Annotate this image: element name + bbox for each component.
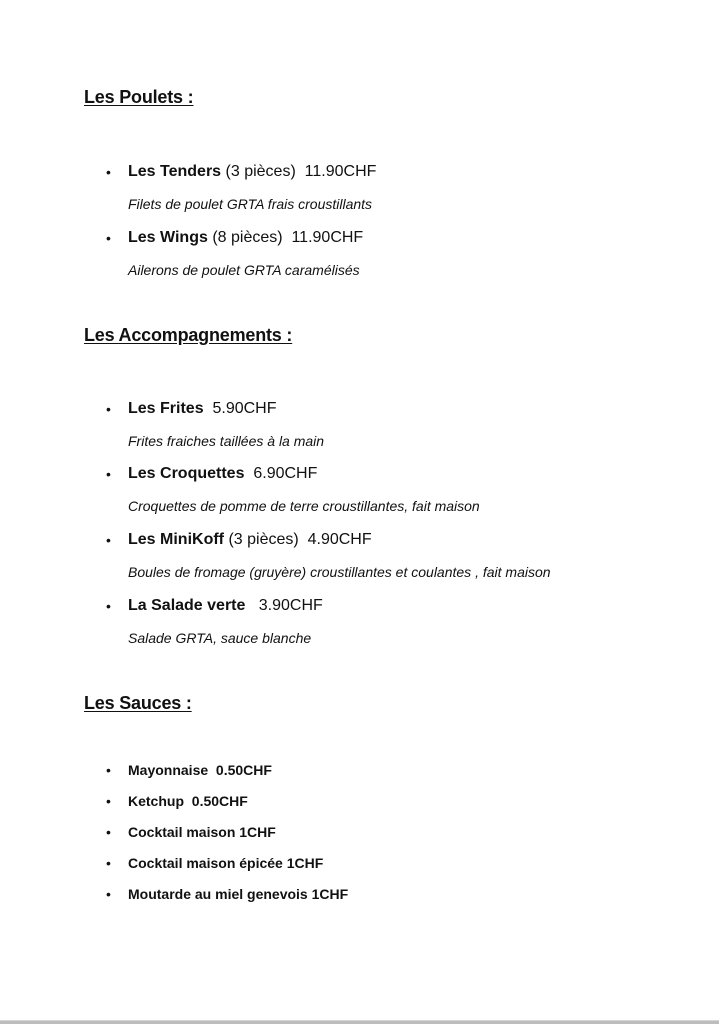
- item-name: Les Wings: [128, 229, 208, 246]
- item-line: [128, 228, 363, 248]
- bullet-icon: •: [106, 466, 111, 482]
- sauce-label: Ketchup 0.50CHF: [128, 793, 248, 809]
- item-name: Les MiniKoff: [128, 531, 224, 548]
- item-price: 6.90CHF: [244, 465, 318, 482]
- item-price: 3.90CHF: [245, 597, 323, 614]
- bullet-icon: •: [106, 401, 111, 417]
- item-portion: (8 pièces): [207, 229, 283, 246]
- section-heading-poulets: Les Poulets :: [84, 87, 194, 107]
- sauce-label: Cocktail maison épicée 1CHF: [128, 855, 324, 871]
- item-description: Salade GRTA, sauce blanche: [128, 630, 312, 646]
- item-portion: (3 pièces): [224, 531, 299, 548]
- bullet-icon: •: [106, 886, 111, 902]
- item-line: [128, 399, 277, 419]
- item-description: Croquettes de pomme de terre croustillantes, fait maison: [128, 498, 480, 514]
- bullet-icon: •: [106, 164, 111, 180]
- sauce-label: Mayonnaise 0.50CHF: [128, 762, 272, 778]
- item-name: Les Frites: [128, 400, 204, 417]
- bullet-icon: •: [106, 855, 111, 871]
- item-price: 11.90CHF: [282, 229, 364, 246]
- item-description: Frites fraiches taillées à la main: [128, 433, 325, 449]
- item-line: [128, 596, 323, 616]
- item-name: La Salade verte: [128, 597, 246, 614]
- bullet-icon: •: [106, 532, 111, 548]
- item-price: 11.90CHF: [295, 163, 377, 180]
- bullet-icon: •: [106, 598, 111, 614]
- item-line: [128, 530, 372, 550]
- item-name: Les Croquettes: [128, 465, 245, 482]
- item-portion: (3 pièces): [221, 163, 296, 180]
- page-bottom-edge: [0, 1020, 719, 1024]
- bullet-icon: •: [106, 762, 111, 778]
- item-line: [128, 162, 376, 182]
- item-price: 5.90CHF: [203, 400, 277, 417]
- bullet-icon: •: [106, 824, 111, 840]
- section-heading-accompagnements: Les Accompagnements :: [84, 325, 293, 345]
- sauce-label: Moutarde au miel genevois 1CHF: [128, 886, 349, 902]
- sauce-label: Cocktail maison 1CHF: [128, 824, 276, 840]
- item-description: Filets de poulet GRTA frais croustillants: [128, 196, 373, 212]
- item-price: 4.90CHF: [298, 531, 372, 548]
- item-description: Ailerons de poulet GRTA caramélisés: [128, 262, 360, 278]
- item-name: Les Tenders: [128, 163, 222, 180]
- bullet-icon: •: [106, 793, 111, 809]
- item-line: [128, 464, 317, 484]
- bullet-icon: •: [106, 230, 111, 246]
- section-heading-sauces: Les Sauces :: [84, 693, 192, 713]
- item-description: Boules de fromage (gruyère) croustillantes et coulantes , fait maison: [128, 564, 551, 580]
